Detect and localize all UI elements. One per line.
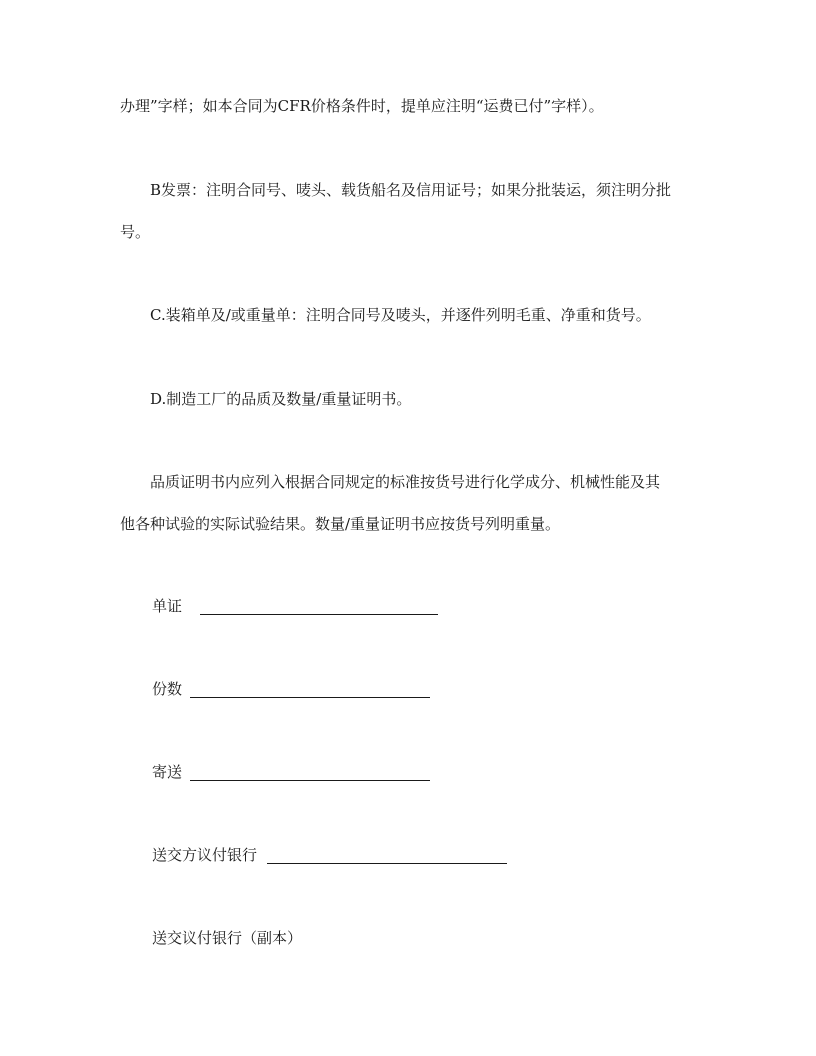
paragraph-packing-list: C.装箱单及/或重量单：注明合同号及唛头，并逐件列明毛重、净重和货号。 (150, 306, 651, 324)
field-negotiating-bank (152, 845, 507, 865)
field-documents (152, 596, 438, 616)
field-label: 份数 (152, 680, 183, 698)
field-negotiating-bank-copy (152, 928, 302, 948)
field-send (152, 762, 430, 782)
paragraph-quality-cert: 品质证明书内应列入根据合同规定的标准按货号进行化学成分、机械性能及其 (150, 473, 661, 491)
blank-line[interactable] (190, 779, 430, 781)
blank-line[interactable] (267, 862, 507, 864)
field-label: 送交方议付银行 (152, 846, 258, 864)
blank-line[interactable] (190, 696, 430, 698)
paragraph-invoice: B发票：注明合同号、唛头、载货船名及信用证号；如果分批装运，须注明分批 (150, 181, 672, 199)
field-copies (152, 679, 430, 699)
paragraph-certificate: D.制造工厂的品质及数量/重量证明书。 (150, 390, 412, 408)
paragraph-quality-cert-cont: 他各种试验的实际试验结果。数量/重量证明书应按货号列明重量。 (120, 515, 561, 533)
blank-line[interactable] (200, 613, 438, 615)
paragraph-invoice-cont: 号。 (120, 223, 151, 241)
field-label: 送交议付银行（副本） (152, 929, 303, 947)
paragraph-bl-end: 办理”字样；如本合同为CFR价格条件时，提单应注明“运费已付”字样）。 (120, 97, 604, 115)
field-label: 寄送 (152, 763, 183, 781)
field-label: 单证 (152, 597, 183, 615)
